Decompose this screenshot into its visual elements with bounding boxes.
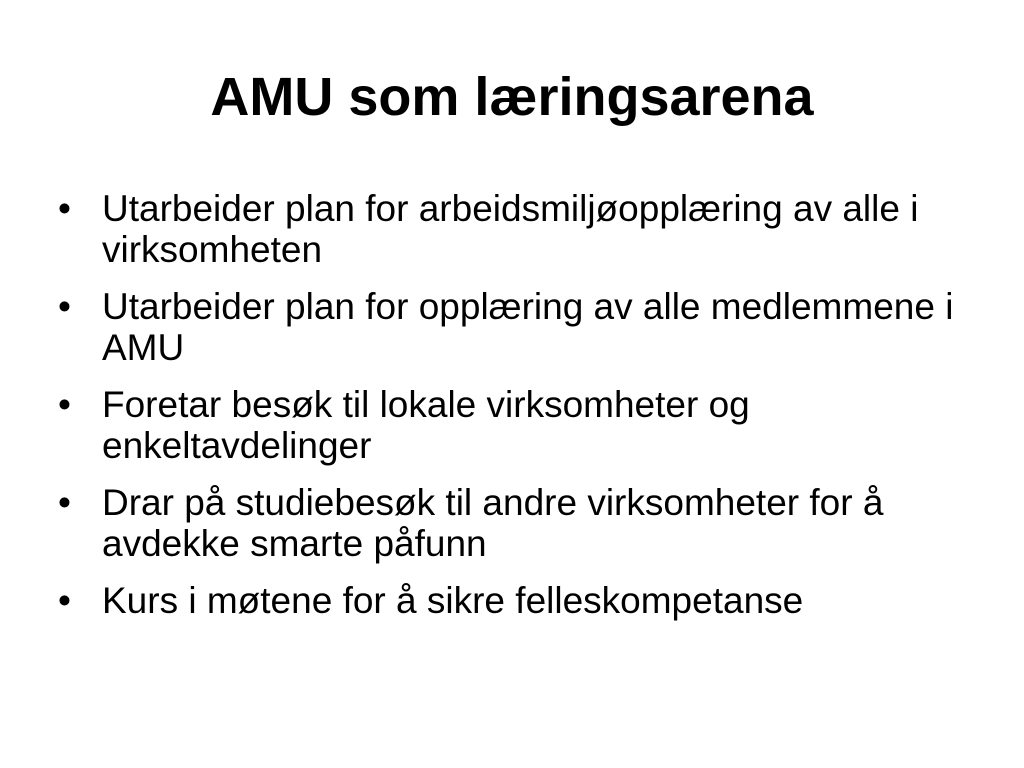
list-item <box>58 580 988 621</box>
bullet-text: Foretar besøk til lokale virksomheter og enkeltavdelinger <box>102 384 750 466</box>
bullet-dot-icon: • <box>58 384 71 425</box>
slide-title: AMU som læringsarena <box>210 67 814 127</box>
list-item <box>58 384 988 466</box>
bullet-dot-icon: • <box>58 188 71 229</box>
bullet-text: Kurs i møtene for å sikre felleskompetanse <box>102 580 804 621</box>
list-item <box>58 286 988 368</box>
bullet-text: Drar på studiebesøk til andre virksomheter for å avdekke smarte påfunn <box>102 482 884 564</box>
bullet-dot-icon: • <box>58 286 71 327</box>
bullet-dot-icon: • <box>58 580 71 621</box>
list-item <box>58 188 988 270</box>
bullet-text: Utarbeider plan for opplæring av alle medlemmene i AMU <box>102 286 954 368</box>
list-item <box>58 482 988 564</box>
bullet-text: Utarbeider plan for arbeidsmiljøopplæring av alle i virksomheten <box>102 188 919 270</box>
bullet-list <box>58 188 988 637</box>
bullet-dot-icon: • <box>58 482 71 523</box>
